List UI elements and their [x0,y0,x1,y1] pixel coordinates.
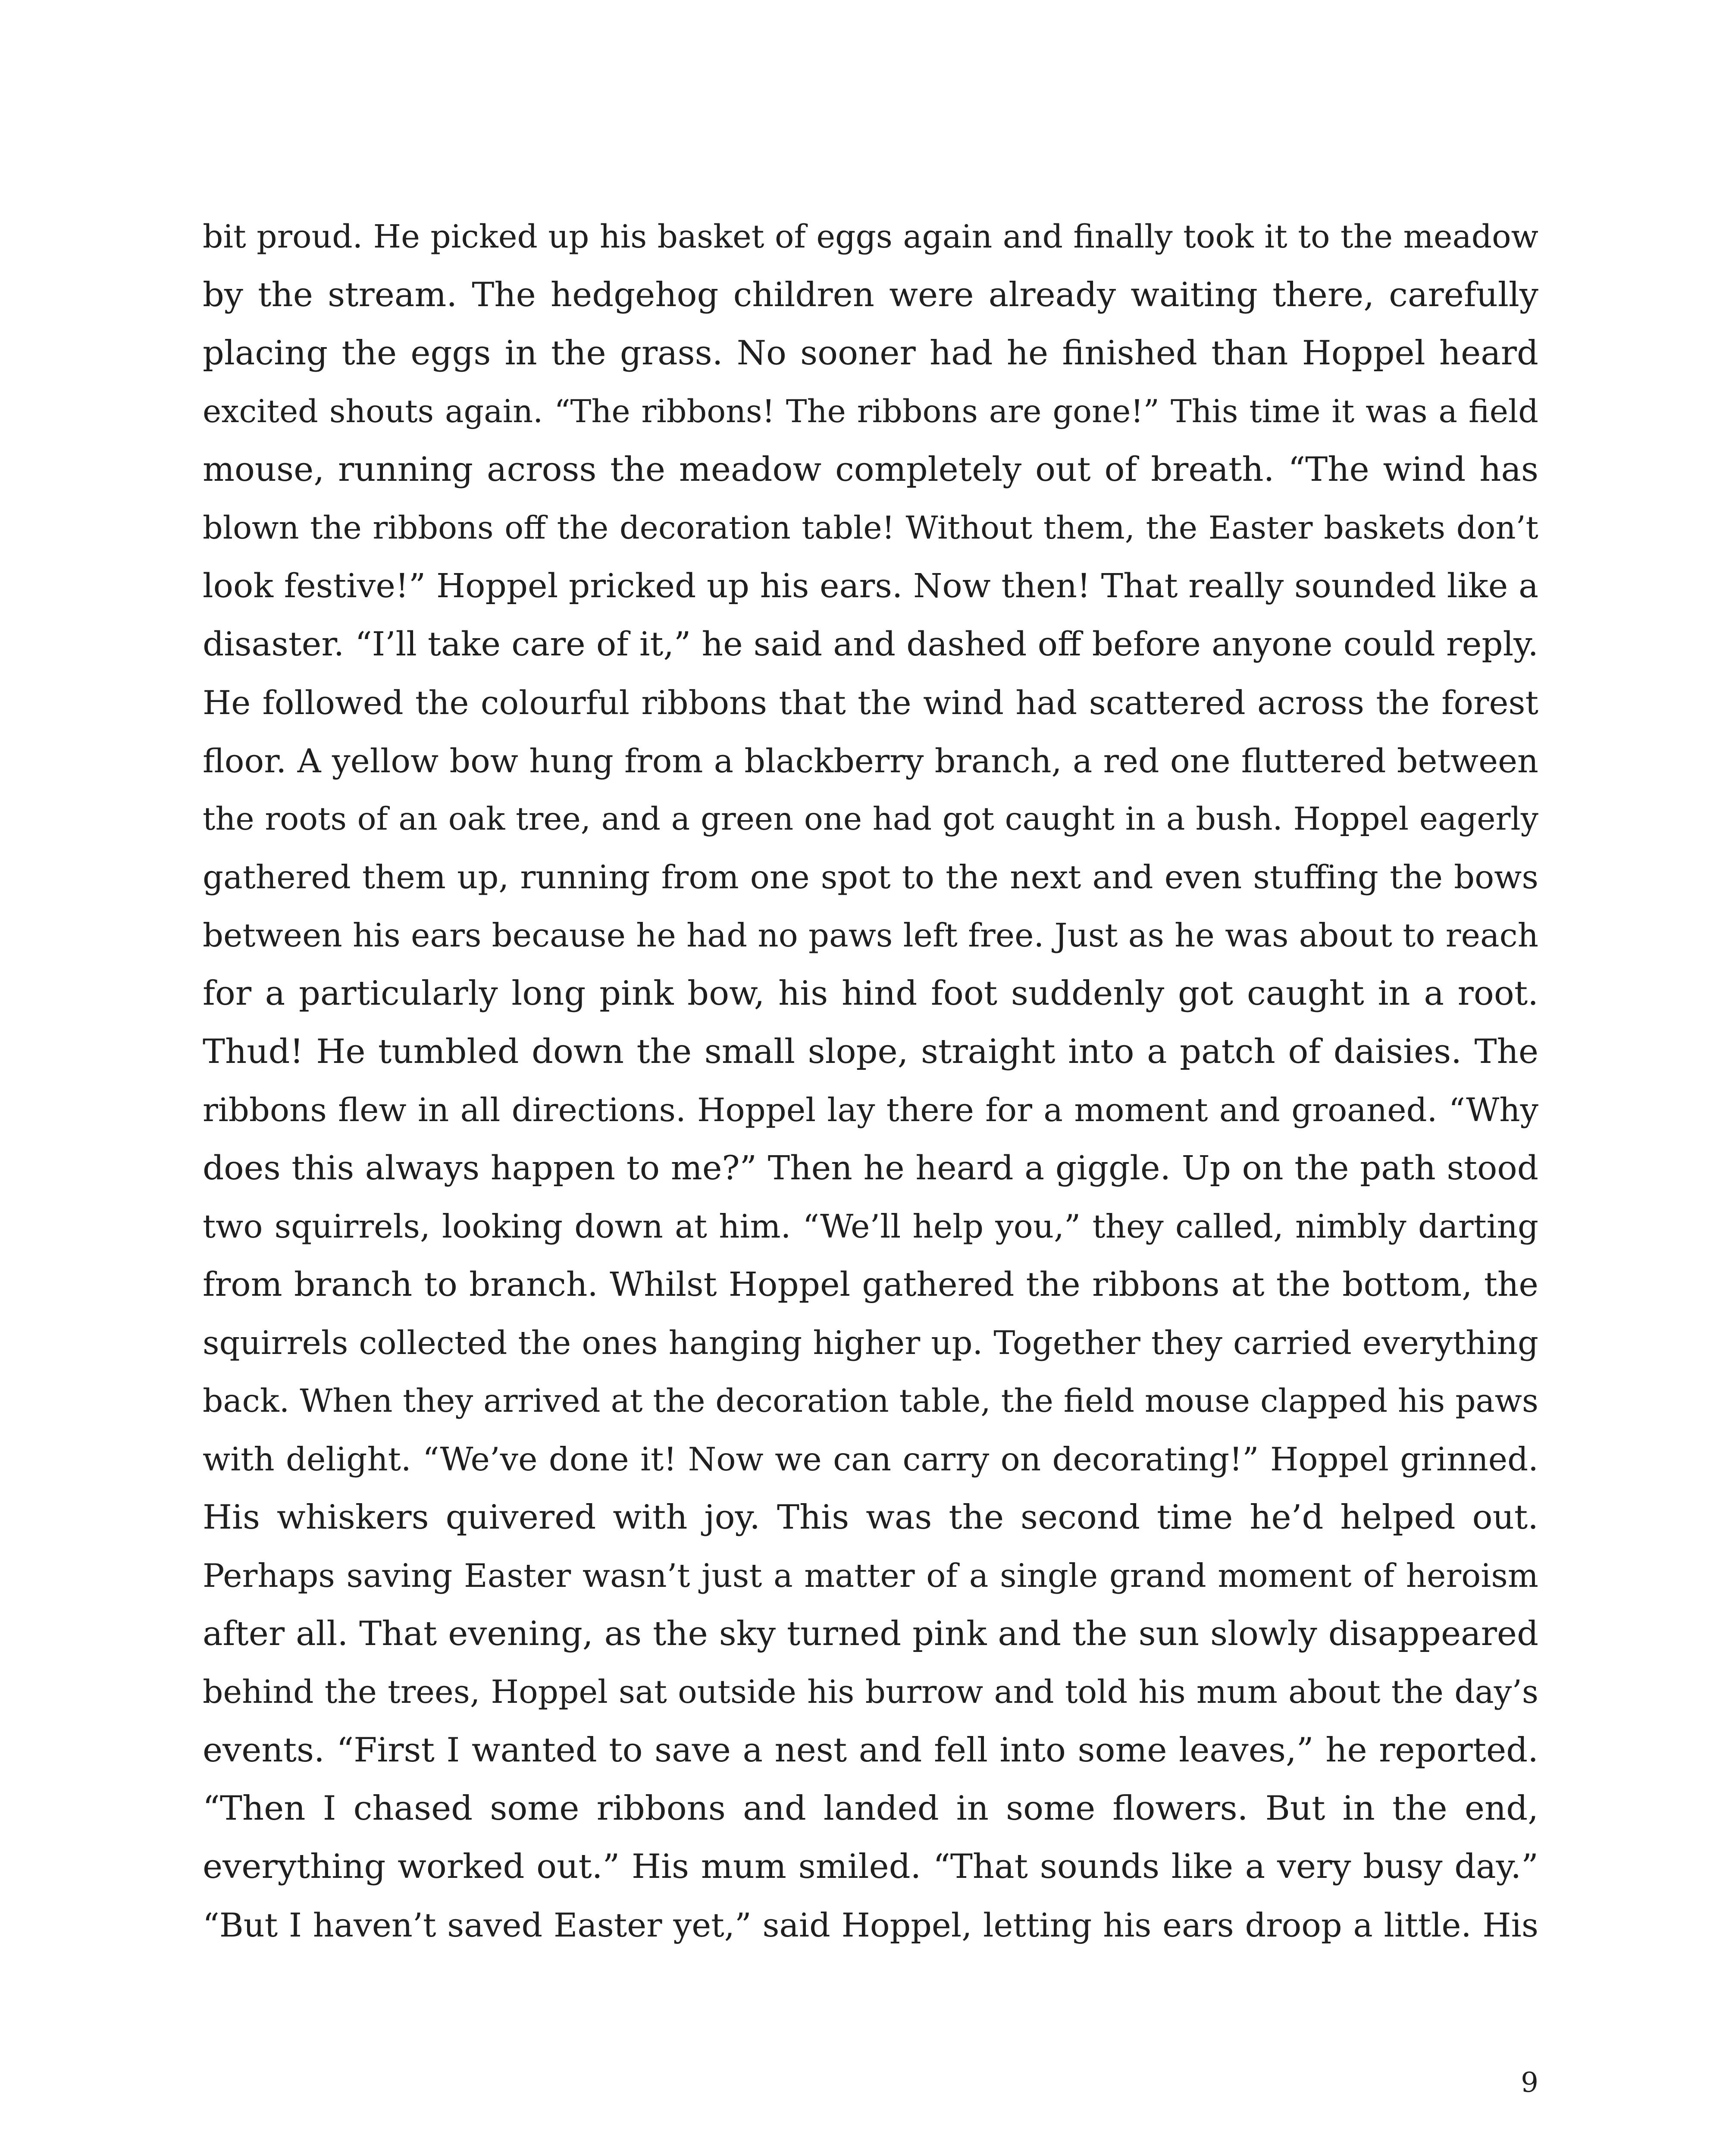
text-line: for a particularly long pink bow, his hind foot suddenly got caught in a root. [203,974,1538,1013]
text-line: gathered them up, running from one spot to the next and even stuffing the bows [203,858,1538,896]
text-line: after all. That evening, as the sky turned pink and the sun slowly disappeared [203,1614,1538,1653]
text-line: Perhaps saving Easter wasn’t just a matter of a single grand moment of heroism [203,1557,1538,1595]
text-line: from branch to branch. Whilst Hoppel gathered the ribbons at the bottom, the [203,1266,1538,1304]
text-line: the roots of an oak tree, and a green one had got caught in a bush. Hoppel eagerly [203,801,1538,837]
text-line: Thud! He tumbled down the small slope, straight into a patch of daisies. The [203,1032,1538,1071]
text-line: squirrels collected the ones hanging higher up. Together they carried everything [203,1324,1538,1362]
text-line: ribbons flew in all directions. Hoppel lay there for a moment and groaned. “Why [203,1091,1538,1129]
text-line: two squirrels, looking down at him. “We’ll help you,” they called, nimbly darting [203,1207,1538,1245]
text-line: back. When they arrived at the decoration table, the field mouse clapped his paws [203,1382,1538,1420]
text-line: floor. A yellow bow hung from a blackberry branch, a red one fluttered between [203,742,1538,780]
text-line: everything worked out.” His mum smiled. “That sounds like a very busy day.” [203,1847,1538,1886]
page-number: 9 [1521,2067,1538,2099]
text-line: between his ears because he had no paws left free. Just as he was about to reach [203,916,1538,954]
text-line: mouse, running across the meadow completely out of breath. “The wind has [203,450,1538,489]
text-line: bit proud. He picked up his basket of eggs again and finally took it to the meadow [203,218,1538,255]
text-line: His whiskers quivered with joy. This was the second time he’d helped out. [203,1498,1538,1537]
text-line: by the stream. The hedgehog children were already waiting there, carefully [203,276,1538,314]
text-line: events. “First I wanted to save a nest and fell into some leaves,” he reported. [203,1731,1538,1770]
text-line: look festive!” Hoppel pricked up his ears. Now then! That really sounded like a [203,567,1538,605]
text-line: placing the eggs in the grass. No sooner had he finished than Hoppel heard [203,334,1538,373]
text-line: does this always happen to me?” Then he heard a giggle. Up on the path stood [203,1149,1538,1188]
text-line: behind the trees, Hoppel sat outside his burrow and told his mum about the day’s [203,1673,1538,1711]
body-text [203,208,1538,1954]
text-line: “But I haven’t saved Easter yet,” said Hoppel, letting his ears droop a little. His [203,1906,1538,1944]
text-line: disaster. “I’ll take care of it,” he said and dashed off before anyone could reply. [203,625,1538,664]
text-line: with delight. “We’ve done it! Now we can carry on decorating!” Hoppel grinned. [203,1440,1538,1478]
text-line: excited shouts again. “The ribbons! The ribbons are gone!” This time it was a field [203,393,1538,430]
text-line: “Then I chased some ribbons and landed in some flowers. But in the end, [203,1789,1538,1828]
text-line: blown the ribbons off the decoration table! Without them, the Easter baskets don’t [203,510,1538,546]
text-line: He followed the colourful ribbons that the wind had scattered across the forest [203,683,1538,722]
